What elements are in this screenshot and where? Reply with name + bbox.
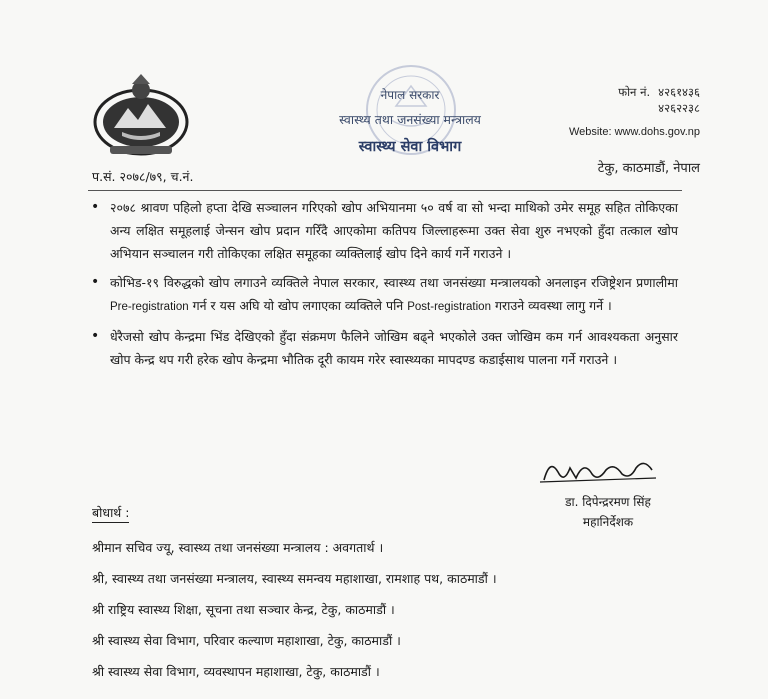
office-heading <box>310 86 510 156</box>
directive-text: २०७८ श्रावण पहिलो हप्ता देखि सञ्चालन गरिएको खोप अभियानमा ५० वर्ष वा सो भन्दा माथिको उमेर समूह सहित तोकिएका अन्य लक्षित समूहलाई जेन्सन खोप प्रदान गरिँदै आएकोमा कतिपय जिल्लाहरूमा उक्त सेवा शुरु नभएको हुँदा तत्काल खोप अभियान सञ्चालन गरी तोकिएका लक्षित समूहका व्यक्तिलाई खोप दिने कार्य गर्ने गराउने । <box>110 200 678 261</box>
nepal-emblem-icon <box>92 70 190 158</box>
header-divider <box>88 190 682 191</box>
directive-term: Post-registration <box>407 301 491 313</box>
directive-text: गराउने व्यवस्था लागु गर्ने । <box>494 298 612 313</box>
directive-text: गर्न र यस अघि यो खोप लगाएका व्यक्तिले पनि <box>192 298 404 313</box>
list-item <box>88 196 678 265</box>
directive-list <box>88 196 678 377</box>
signatory-title: महानिर्देशक <box>582 515 634 529</box>
address: टेकु, काठमाडौं, नेपाल <box>597 161 700 176</box>
department-name: स्वास्थ्य सेवा विभाग <box>358 139 462 155</box>
handwritten-signature-icon <box>536 450 666 490</box>
phone-number-1: ४२६१४३६ <box>658 85 700 99</box>
list-item: श्रीमान सचिव ज्यू, स्वास्थ्य तथा जनसंख्या मन्त्रालय : अवगतार्थ । <box>92 540 384 555</box>
contact-block <box>569 84 700 176</box>
signatory-block <box>548 492 668 532</box>
reference-number: प.सं. २०७८/७९, च.नं. <box>92 169 194 184</box>
list-item <box>88 271 678 319</box>
cc-list <box>92 532 497 687</box>
bullet-icon: • <box>91 274 100 290</box>
directive-term: Pre-registration <box>110 301 189 313</box>
directive-text: कोभिड-१९ विरुद्धको खोप लगाउने व्यक्तिले नेपाल सरकार, स्वास्थ्य तथा जनसंख्या मन्त्रालयको अनलाइन रजिष्ट्रेशन प्रणालीमा <box>110 275 678 290</box>
ministry-name: स्वास्थ्य तथा जनसंख्या मन्त्रालय <box>339 112 481 127</box>
list-item <box>88 325 678 371</box>
list-item: श्री राष्ट्रिय स्वास्थ्य शिक्षा, सूचना तथा सञ्चार केन्द्र, टेकु, काठमाडौं । <box>92 602 395 617</box>
phone-label: फोन नं. <box>618 85 651 99</box>
bullet-icon: • <box>91 328 100 344</box>
phone-number-2: ४२६२२३८ <box>658 101 700 115</box>
directive-text: धेरैजसो खोप केन्द्रमा भिंड देखिएको हुँदा संक्रमण फैलिने जोखिम बढ्ने भएकोले उक्त जोखिम कम गर्न आवश्यकता अनुसार खोप केन्द्र थप गरी हरेक खोप केन्द्रमा भौतिक दूरी कायम गरेर स्वास्थ्यका मापदण्ड कडाईसाथ पालना गर्ने गराउने । <box>110 329 678 367</box>
bullet-icon: • <box>91 199 100 215</box>
cc-heading: बोधार्थ : <box>92 504 129 523</box>
website: Website: www.dohs.gov.np <box>568 126 700 138</box>
government-name: नेपाल सरकार <box>380 88 440 102</box>
list-item: श्री, स्वास्थ्य तथा जनसंख्या मन्त्रालय, स्वास्थ्य समन्वय महाशाखा, रामशाह पथ, काठमाडौं । <box>92 571 497 586</box>
list-item: श्री स्वास्थ्य सेवा विभाग, परिवार कल्याण महाशाखा, टेकु, काठमाडौं । <box>92 633 401 648</box>
signatory-name: डा. दिपेन्द्ररमण सिंह <box>565 495 651 509</box>
list-item: श्री स्वास्थ्य सेवा विभाग, व्यवस्थापन महाशाखा, टेकु, काठमाडौं । <box>92 664 380 679</box>
